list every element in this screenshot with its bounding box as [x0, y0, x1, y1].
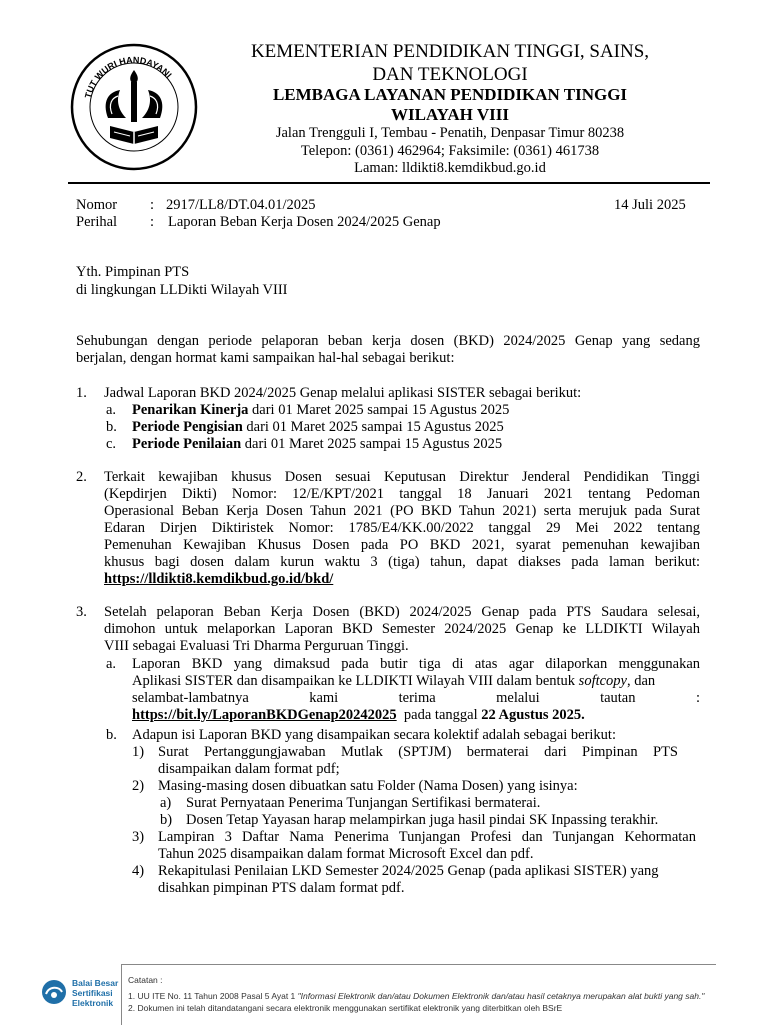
item1-text: Jadwal Laporan BKD 2024/2025 Genap melalui aplikasi SISTER sebagai berikut:: [104, 385, 582, 401]
point2-line1: Masing-masing dosen dibuatkan satu Folder (Nama Dosen) yang isinya:: [158, 778, 578, 794]
item3-line: dimohon untuk melaporkan Laporan BKD Semester 2024/2025 Genap ke LLDIKTI Wilayah: [104, 621, 700, 637]
item3-sub-b-letter: b.: [106, 727, 117, 743]
item3-number: 3.: [76, 604, 87, 620]
point3-line2: Tahun 2025 disampaikan dalam format Microsoft Excel dan pdf.: [158, 846, 534, 862]
letter-date: 14 Juli 2025: [614, 197, 686, 213]
point1-line2: disampaikan dalam format pdf;: [158, 761, 340, 777]
nomor-label: Nomor: [76, 197, 118, 213]
item1-sub-b: Periode Pengisian dari 01 Maret 2025 sampai 15 Agustus 2025: [132, 419, 504, 435]
point-number: 2): [132, 778, 145, 794]
ministry-name-line2: DAN TEKNOLOGI: [372, 64, 528, 85]
bsre-name-line1: Balai Besar: [72, 978, 119, 988]
item3-sub-a-line3: selambat-lambatnya kami terima melalui tautan :: [132, 690, 700, 706]
item2-line: Pemenuhan Kewajiban Khusus Dosen pada PO BKD 2021, syarat pemenuhan kewajiban: [104, 537, 700, 553]
item2-number: 2.: [76, 469, 87, 485]
deadline-date: 22 Agustus 2025.: [481, 707, 585, 723]
point2-sub-a-letter: a): [160, 795, 172, 811]
item2-line: Operasional Beban Kerja Dosen Tahun 2021 (PO BKD Tahun 2021) serta merujuk pada Surat: [104, 503, 700, 519]
item1-sub-a: Penarikan Kinerja dari 01 Maret 2025 sampai 15 Agustus 2025: [132, 402, 510, 418]
bsre-name-line3: Elektronik: [72, 998, 114, 1008]
point1-line1: Surat Pertanggungjawaban Mutlak (SPTJM) bermaterai dari Pimpinan PTS: [158, 744, 678, 760]
point4-line2: disahkan pimpinan PTS dalam format pdf.: [158, 880, 405, 896]
item2-line: Edaran Dirjen Diktiristek Nomor: 1785/E4/KK.00/2022 tanggal 29 Mei 2022 tentang: [104, 520, 700, 536]
point-number: 1): [132, 744, 145, 760]
footer-catatan: Catatan :: [128, 975, 163, 985]
footer-note1: 1. UU ITE No. 11 Tahun 2008 Pasal 5 Ayat 1 "Informasi Elektronik dan/atau Dokumen Elektronik dan/atau hasil cetaknya merupakan alat bukti yang sah.": [128, 991, 705, 1001]
item1-sub-c-letter: c.: [106, 436, 117, 452]
item1-number: 1.: [76, 385, 87, 401]
ministry-name-line1: KEMENTERIAN PENDIDIKAN TINGGI, SAINS,: [250, 41, 650, 62]
item2-line: (Kepdirjen Dikti) Nomor: 12/E/KPT/2021 tanggal 18 Januari 2021 tentang Pedoman: [104, 486, 700, 502]
bsre-name-line2: Sertifikasi: [72, 988, 113, 998]
item3-sub-a-line2: Aplikasi SISTER dan disampaikan ke LLDIKTI Wilayah VIII dalam bentuk softcopy, dan: [132, 673, 656, 689]
perihal-label: Perihal: [76, 214, 118, 230]
institution-name-line1: LEMBAGA LAYANAN PENDIDIKAN TINGGI: [272, 85, 628, 104]
item2-line: khusus bagi dosen dalam kurun waktu 3 (tiga) tahun, dapat diakses pada laman berikut:: [104, 554, 700, 570]
point2-sub-b-letter: b): [160, 812, 173, 828]
point2-sub-a-text: Surat Pernyataan Penerima Tunjangan Sertifikasi bermaterai.: [186, 795, 541, 811]
perihal-colon: :: [150, 214, 155, 230]
item1-sub-a-letter: a.: [106, 402, 117, 418]
point-number: 4): [132, 863, 145, 879]
bsre-logo-icon: [40, 978, 68, 1006]
bkd-page-link[interactable]: https://lldikti8.kemdikbud.go.id/bkd/: [104, 571, 334, 587]
point3-line1: Lampiran 3 Daftar Nama Penerima Tunjangan Profesi dan Tunjangan Kehormatan: [158, 829, 696, 845]
institution-name-line2: WILAYAH VIII: [391, 105, 509, 124]
item3-line: VIII sebagai Evaluasi Tri Dharma Perguruan Tinggi.: [104, 638, 409, 654]
item3-sub-b-text: Adapun isi Laporan BKD yang disampaikan secara kolektif adalah sebagai berikut:: [132, 727, 616, 743]
item1-sub-b-letter: b.: [106, 419, 117, 435]
intro-line2: berjalan, dengan hormat kami sampaikan hal-hal sebagai berikut:: [76, 350, 455, 366]
point-number: 3): [132, 829, 145, 845]
footer-note2: 2. Dokumen ini telah ditandatangani secara elektronik menggunakan sertifikat elektronik yang diterbitkan oleh BSrE: [128, 1003, 563, 1013]
recipient-line1: Yth. Pimpinan PTS: [76, 264, 190, 280]
recipient-line2: di lingkungan LLDikti Wilayah VIII: [76, 282, 288, 298]
header-divider: [68, 182, 710, 184]
item1-sub-c: Periode Penilaian dari 01 Maret 2025 sampai 15 Agustus 2025: [132, 436, 503, 452]
item3-sub-a-line4: https://bit.ly/LaporanBKDGenap20242025 pada tanggal 22 Agustus 2025.: [132, 707, 585, 723]
institution-website: Laman: lldikti8.kemdikbud.go.id: [354, 160, 546, 176]
nomor-value: 2917/LL8/DT.04.01/2025: [166, 197, 316, 213]
institution-address: Jalan Trengguli I, Tembau - Penatih, Denpasar Timur 80238: [275, 125, 625, 141]
perihal-value: Laporan Beban Kerja Dosen 2024/2025 Genap: [168, 214, 441, 230]
item2-line: Terkait kewajiban khusus Dosen sesuai Keputusan Direktur Jenderal Pendidikan Tinggi: [104, 469, 700, 485]
logo-motto: TUT WURI HANDAYANI: [82, 54, 174, 100]
point2-sub-b-text: Dosen Tetap Yayasan harap melampirkan juga hasil pindai SK Inpassing terakhir.: [186, 812, 659, 828]
tut-wuri-handayani-logo: [68, 40, 200, 174]
point4-line1: Rekapitulasi Penilaian LKD Semester 2024/2025 Genap (pada aplikasi SISTER) yang: [158, 863, 659, 879]
svg-text:TUT WURI HANDAYANI: [83, 55, 174, 99]
item3-sub-a-line1: Laporan BKD yang dimaksud pada butir tiga di atas agar dilaporkan menggunakan: [132, 656, 700, 672]
item3-line: Setelah pelaporan Beban Kerja Dosen (BKD) 2024/2025 Genap pada PTS Saudara selesai,: [104, 604, 700, 620]
nomor-colon: :: [150, 197, 155, 213]
laporan-bkd-link[interactable]: https://bit.ly/LaporanBKDGenap20242025: [132, 707, 397, 723]
item3-sub-a-letter: a.: [106, 656, 117, 672]
intro-line1: Sehubungan dengan periode pelaporan beban kerja dosen (BKD) 2024/2025 Genap yang sedang: [76, 333, 700, 349]
institution-phone: Telepon: (0361) 462964; Faksimile: (0361) 461738: [300, 143, 600, 159]
